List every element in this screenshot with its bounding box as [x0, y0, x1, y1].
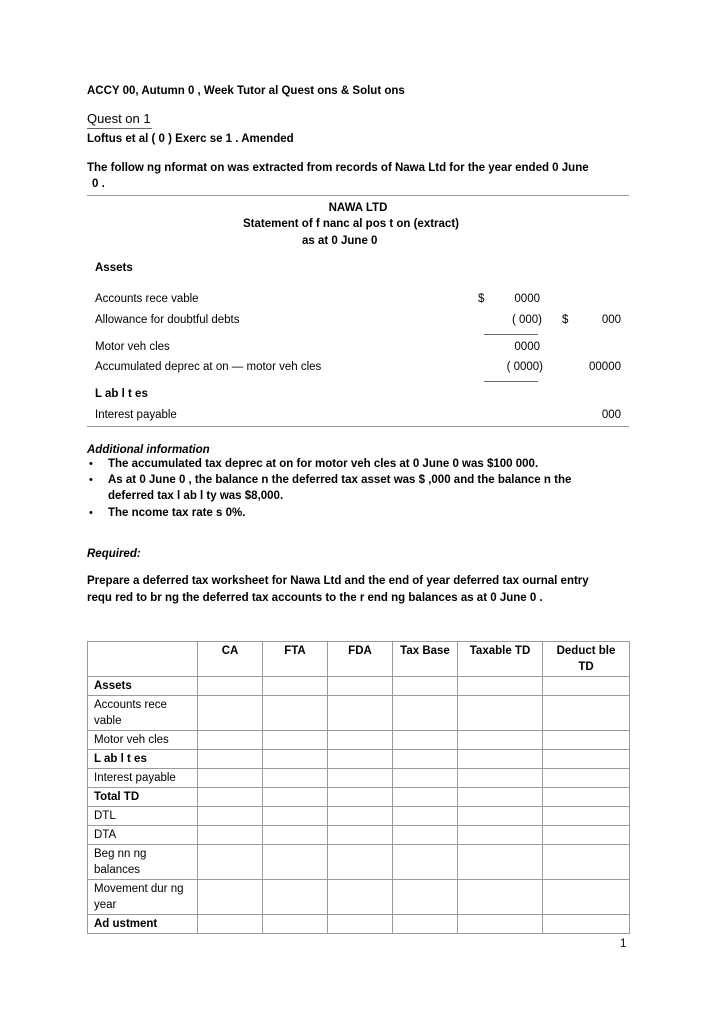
statement-date: as at 0 June 0 [302, 235, 378, 247]
subtotal-rule-2 [484, 381, 538, 382]
statement-title: Statement of f nanc al pos t on (extract) [243, 218, 459, 230]
table-row [88, 750, 630, 769]
intro-line-2: 0 . [92, 178, 105, 190]
row-label-dta: DTA [88, 826, 198, 845]
required-line-2: requ red to br ng the deferred tax accounts to the r end ng balances as at 0 June 0 . [87, 592, 543, 604]
question-title: Quest on 1 [87, 111, 151, 126]
row-allowance-net-value: 000 [601, 314, 621, 326]
statement-bottom-rule [87, 426, 629, 427]
table-row [88, 915, 630, 934]
row-allowance-label: Allowance for doubtful debts [95, 314, 240, 326]
deferred-tax-worksheet [87, 641, 630, 934]
worksheet-col-taxable-td: Taxable TD [458, 642, 543, 677]
row-accounts-receivable-label: Accounts rece vable [95, 293, 199, 305]
row-label-adjustment: Ad ustment [88, 915, 198, 934]
bullet-1: • [89, 458, 93, 470]
table-row [88, 880, 630, 915]
statement-top-rule [87, 195, 629, 196]
row-accounts-receivable-value: 0000 [514, 293, 540, 305]
additional-item-3: The ncome tax rate s 0%. [108, 507, 246, 519]
question-title-underline [87, 128, 152, 129]
row-label-dtl: DTL [88, 807, 198, 826]
liabilities-heading: L ab l t es [95, 388, 148, 400]
table-row [88, 826, 630, 845]
required-heading: Required: [87, 548, 141, 560]
row-label-total-td: Total TD [88, 788, 198, 807]
worksheet-col-fta: FTA [263, 642, 328, 677]
additional-item-1: The accumulated tax deprec at on for motor veh cles at 0 June 0 was $100 000. [108, 458, 539, 470]
row-interest-payable-value: 000 [601, 409, 621, 421]
intro-line-1: The follow ng nformat on was extracted from records of Nawa Ltd for the year ended 0 June [87, 162, 589, 174]
row-motor-vehicles-label: Motor veh cles [95, 341, 170, 353]
row-accounts-receivable-currency: $ [478, 293, 485, 305]
assets-heading: Assets [95, 262, 133, 274]
table-row [88, 677, 630, 696]
row-motor-vehicles-value: 0000 [514, 341, 540, 353]
row-label-assets: Assets [88, 677, 198, 696]
worksheet-header-row [88, 642, 630, 677]
table-row [88, 769, 630, 788]
table-row [88, 788, 630, 807]
row-label-beginning-balances: Beg nn ng balances [88, 845, 198, 880]
table-row [88, 845, 630, 880]
worksheet-col-tax-base: Tax Base [393, 642, 458, 677]
row-accumulated-depreciation-value: ( 0000) [506, 361, 543, 373]
row-allowance-value: ( 000) [511, 314, 542, 326]
required-line-1: Prepare a deferred tax worksheet for Nawa Ltd and the end of year deferred tax ournal entry [87, 575, 589, 587]
row-label-interest-payable: Interest payable [88, 769, 198, 788]
row-accumulated-depreciation-label: Accumulated deprec at on — motor veh cles [95, 361, 322, 373]
additional-info-heading: Additional information [87, 444, 210, 456]
row-label-movement-during-year: Movement dur ng year [88, 880, 198, 915]
source-reference: Loftus et al ( 0 ) Exerc se 1 . Amended [87, 133, 294, 145]
row-interest-payable-label: Interest payable [95, 409, 177, 421]
additional-item-2: As at 0 June 0 , the balance n the deferred tax asset was $ ,000 and the balance n the [108, 474, 572, 486]
table-row [88, 696, 630, 731]
bullet-3: • [89, 507, 93, 519]
page-number: 1 [620, 938, 627, 950]
row-label-accounts-receivable: Accounts rece vable [88, 696, 198, 731]
additional-item-2-continued: deferred tax l ab l ty was $8,000. [108, 490, 284, 502]
table-row [88, 807, 630, 826]
subtotal-rule-1 [484, 334, 538, 335]
row-label-liabilities: L ab l t es [88, 750, 198, 769]
document-header: ACCY 00, Autumn 0 , Week Tutor al Quest ons & Solut ons [87, 85, 405, 97]
row-accumulated-depreciation-net-value: 00000 [589, 361, 621, 373]
row-label-motor-vehicles: Motor veh cles [88, 731, 198, 750]
worksheet-col-deductible-td: Deduct ble TD [543, 642, 630, 677]
statement-company: NAWA LTD [328, 202, 388, 214]
table-row [88, 731, 630, 750]
worksheet-col-fda: FDA [328, 642, 393, 677]
worksheet-col-label [88, 642, 198, 677]
worksheet-col-ca: CA [198, 642, 263, 677]
row-allowance-currency: $ [562, 314, 569, 326]
bullet-2: • [89, 474, 93, 486]
